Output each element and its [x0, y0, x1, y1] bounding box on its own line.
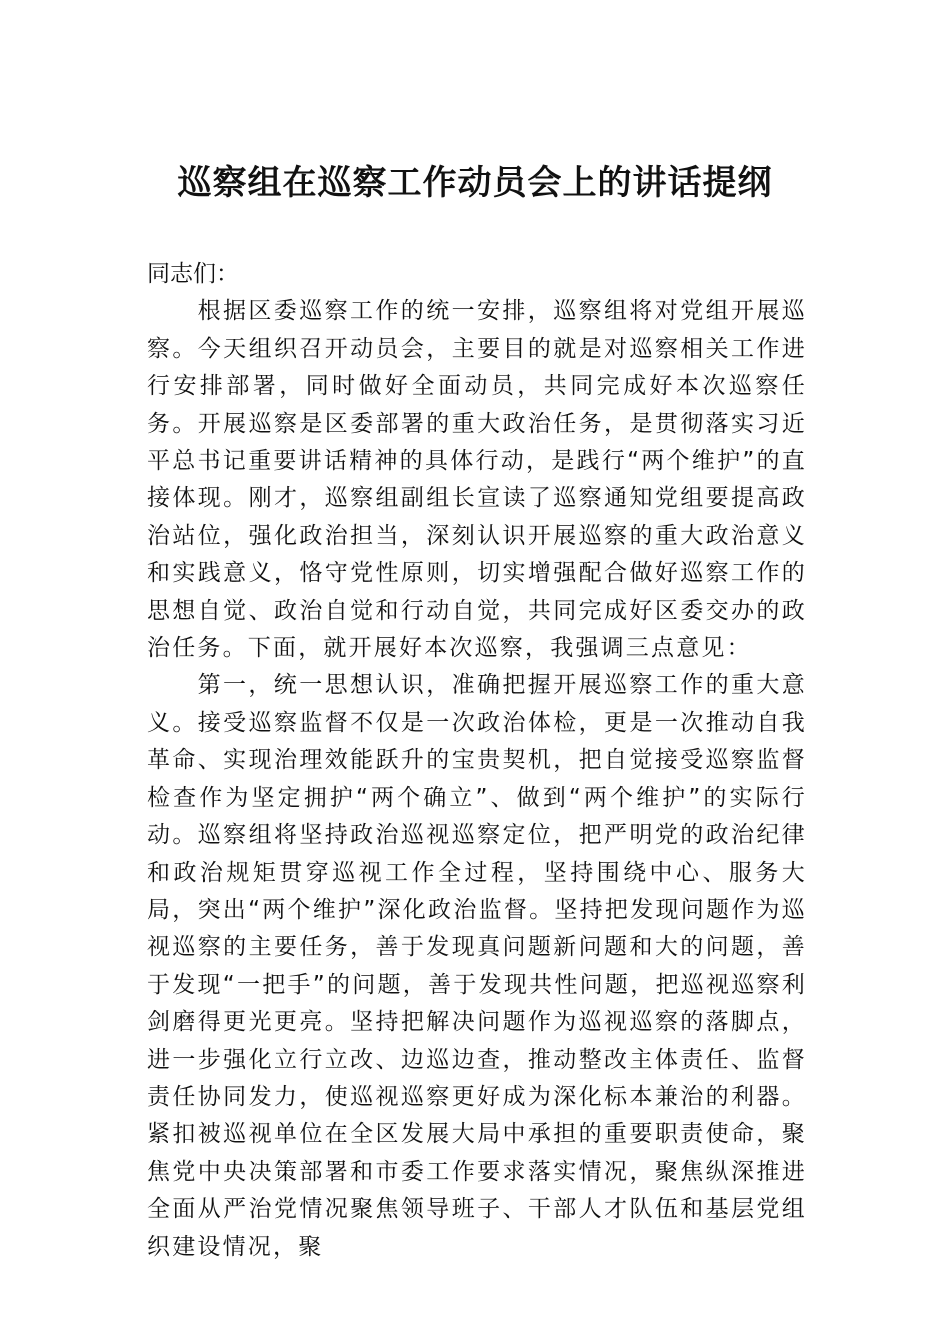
document-title: 巡察组在巡察工作动员会上的讲话提纲 [177, 163, 773, 203]
paragraph-intro: 根据区委巡察工作的统一安排，巡察组将对党组开展巡察。今天组织召开动员会，主要目的就是对巡察相关工作进行安排部署，同时做好全面动员，共同完成好本次巡察任务。开展巡察是区委部署的重大政治任务，是贯彻落实习近平总书记重要讲话精神的具体行动，是践行“两个维护”的直接体现。刚才，巡察组副组长宣读了巡察通知党组要提高政治站位，强化政治担当，深刻认识开展巡察的重大政治意义和实践意义，恪守党性原则，切实增强配合做好巡察工作的思想自觉、政治自觉和行动自觉，共同完成好区委交办的政治任务。下面，就开展好本次巡察，我强调三点意见： [147, 298, 807, 662]
paragraph-point-one: 第一，统一思想认识，准确把握开展巡察工作的重大意义。接受巡察监督不仅是一次政治体检，更是一次推动自我革命、实现治理效能跃升的宝贵契机，把自觉接受巡察监督检查作为坚定拥护“两个确立”、做到“两个维护”的实际行动。巡察组将坚持政治巡视巡察定位，把严明党的政治纪律和政治规矩贯穿巡视工作全过程，坚持围绕中心、服务大局，突出“两个维护”深化政治监督。坚持把发现问题作为巡视巡察的主要任务，善于发现真问题新问题和大的问题，善于发现“一把手”的问题，善于发现共性问题，把巡视巡察利剑磨得更光更亮。坚持把解决问题作为巡视巡察的落脚点，进一步强化立行立改、边巡边查，推动整改主体责任、监督责任协同发力，使巡视巡察更好成为深化标本兼治的利器。紧扣被巡视单位在全区发展大局中承担的重要职责使命，聚焦党中央决策部署和市委工作要求落实情况，聚焦纵深推进全面从严治党情况聚焦领导班子、干部人才队伍和基层党组织建设情况，聚 [147, 672, 807, 1260]
greeting: 同志们： [147, 261, 239, 287]
document-body [147, 256, 807, 1266]
